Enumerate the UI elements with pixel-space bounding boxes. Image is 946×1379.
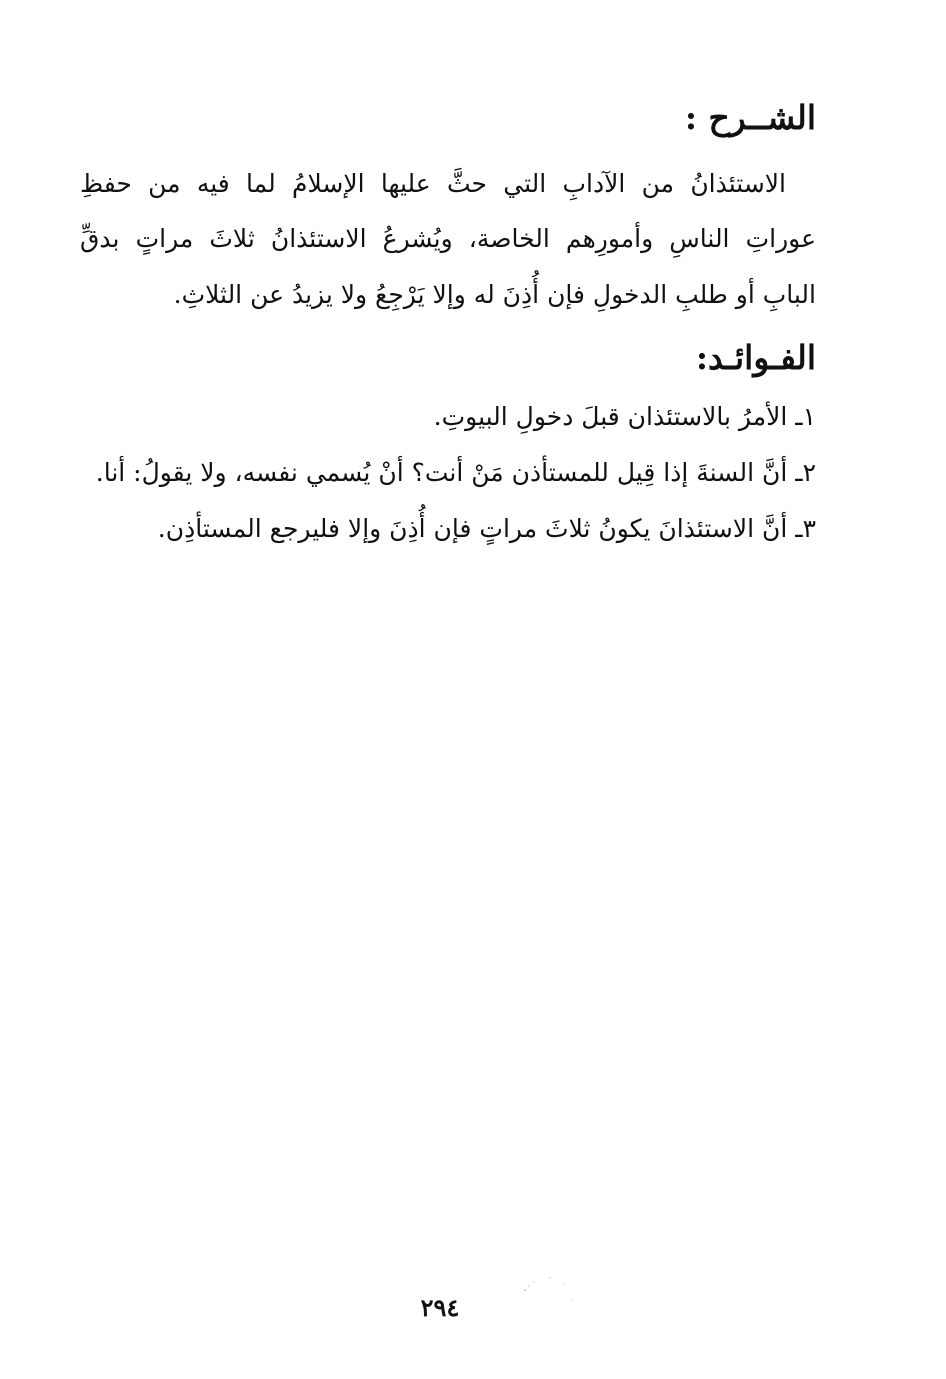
sharh-line: الاستئذانُ من الآدابِ التي حثَّ عليها الإسلامُ لما فيه من حفظِ xyxy=(80,169,786,198)
fawaid-heading: الفـوائـد: xyxy=(695,338,816,377)
fawaid-item: ٣ـ أنَّ الاستئذانَ يكونُ ثلاثَ مراتٍ فإن أُذِنَ وإلا فليرجع المستأذِن. xyxy=(157,514,816,543)
fawaid-item: ٢ـ أنَّ السنةَ إذا قِيل للمستأذن مَنْ أنت؟ أنْ يُسمي نفسه، ولا يقولُ: أنا. xyxy=(95,458,816,487)
sharh-line: البابِ أو طلبِ الدخولِ فإن أُذِنَ له وإلا يَرْجِعُ ولا يزيدُ عن الثلاثِ. xyxy=(173,280,816,309)
sharh-line: عوراتِ الناسِ وأمورِهم الخاصة، ويُشرعُ الاستئذانُ ثلاثَ مراتٍ بدقِّ xyxy=(80,224,816,253)
page-number: ٢٩٤ xyxy=(420,1293,460,1322)
fawaid-item: ١ـ الأمرُ بالاستئذان قبلَ دخولِ البيوتِ. xyxy=(433,402,816,431)
sharh-heading: الشــرح : xyxy=(684,98,816,137)
